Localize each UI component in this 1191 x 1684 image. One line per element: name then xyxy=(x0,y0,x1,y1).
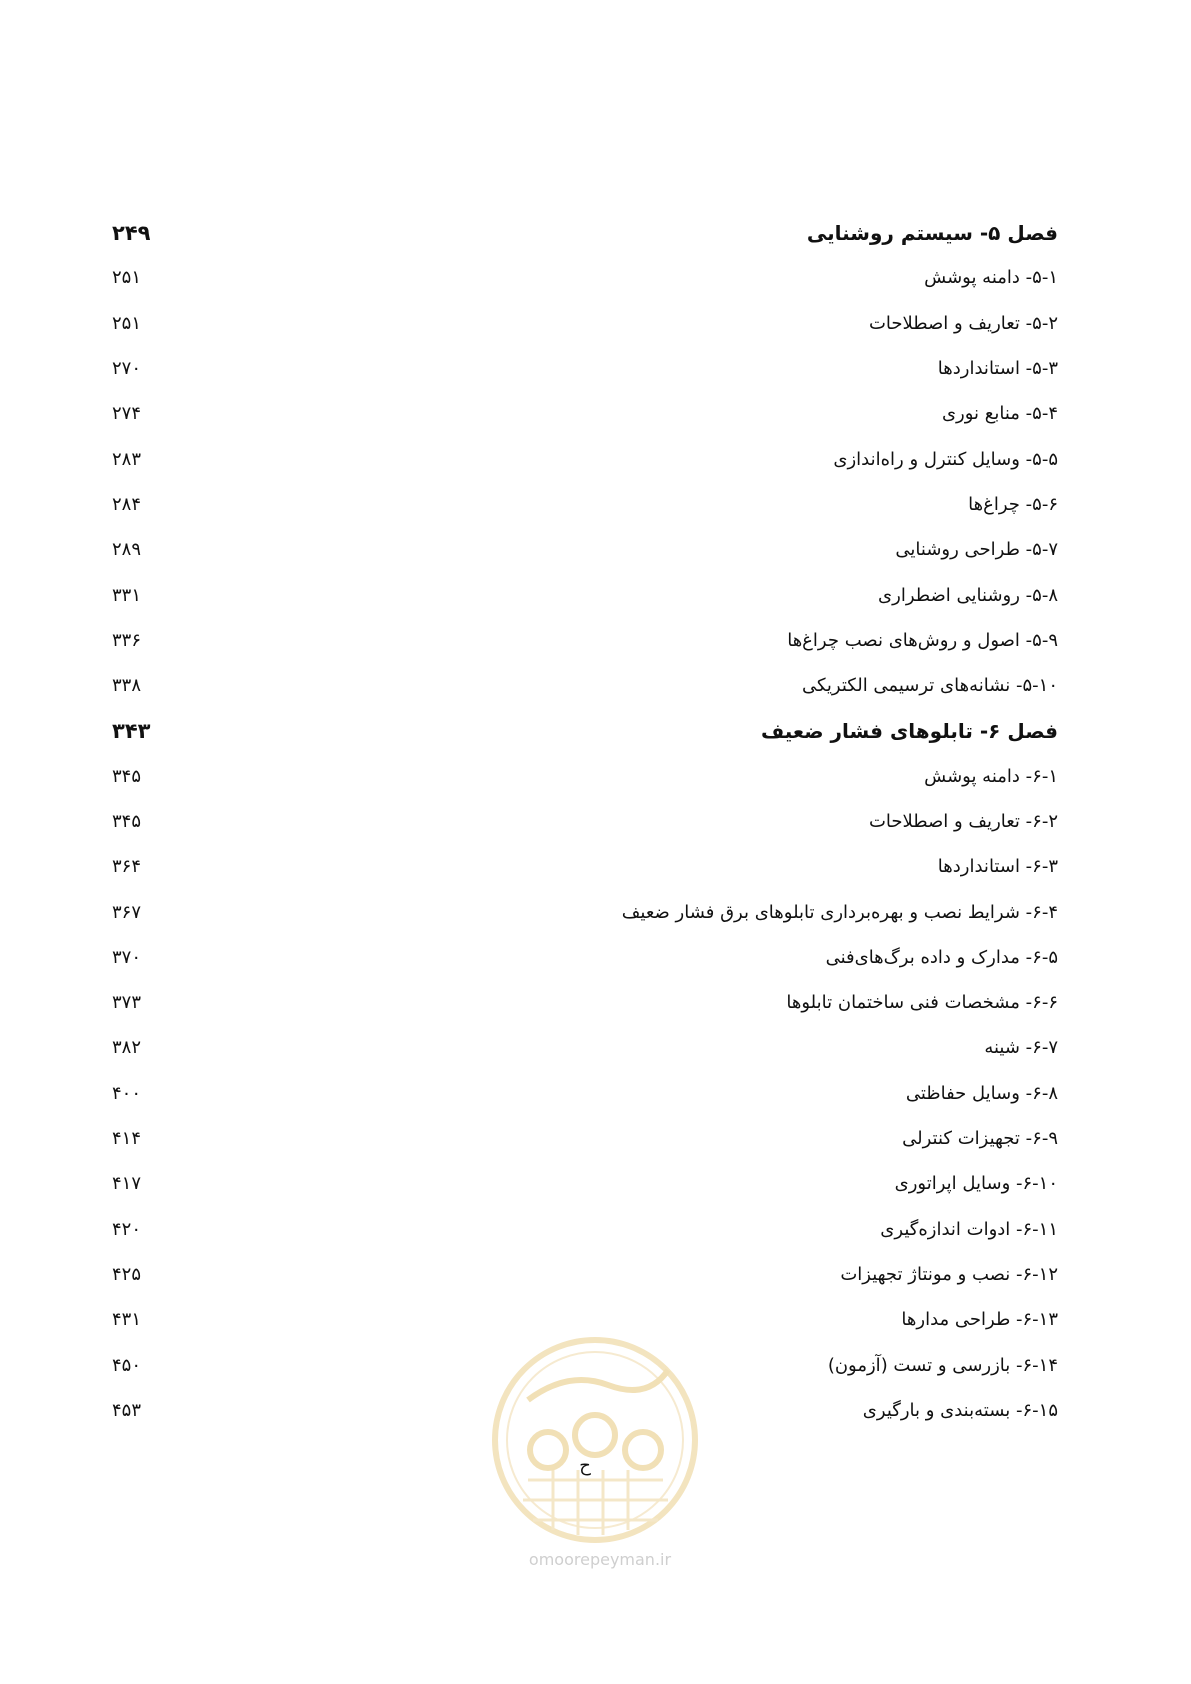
toc-entry-page: ۲۷۰ xyxy=(112,358,142,380)
toc-entry-title: ۵-۱۰- نشانه‌های ترسیمی الکتریکی xyxy=(801,675,1058,697)
toc-chapter-row xyxy=(112,708,1058,753)
toc-entry-title: ۶-۴- شرایط نصب و بهره‌برداری تابلوهای برق فشار ضعیف xyxy=(621,901,1058,923)
toc-entry-page: ۲۷۴ xyxy=(112,403,142,425)
toc-entry-page: ۲۸۴ xyxy=(112,493,142,515)
toc-entry-page: ۴۲۵ xyxy=(112,1263,142,1285)
toc-entry-page: ۲۵۱ xyxy=(112,312,142,334)
toc-entry-title: فصل ۵- سیستم روشنایی xyxy=(806,220,1058,245)
toc-entry-title: ۵-۷- طراحی روشنایی xyxy=(895,539,1058,561)
toc-entry-page: ۴۵۰ xyxy=(112,1354,142,1376)
toc-entry-title: ۵-۲- تعاریف و اصطلاحات xyxy=(868,312,1058,334)
toc-entry-title: ۶-۲- تعاریف و اصطلاحات xyxy=(868,811,1058,832)
toc-entry-page: ۴۱۷ xyxy=(112,1173,142,1195)
toc-entry-page: ۳۳۱ xyxy=(112,584,142,606)
toc-entry-page: ۳۳۸ xyxy=(112,675,142,697)
toc-section-row xyxy=(112,1161,1058,1206)
page-folio: ح xyxy=(579,1455,591,1476)
toc-entry-title: ۵-۳- استانداردها xyxy=(937,358,1058,380)
toc-entry-title: ۵-۱- دامنه پوشش xyxy=(924,267,1058,289)
toc-entry-page: ۳۶۷ xyxy=(112,901,142,923)
toc-section-row xyxy=(112,1252,1058,1297)
toc-section-row xyxy=(112,255,1058,300)
toc-chapter-row xyxy=(112,210,1058,255)
toc-entry-title: ۶-۶- مشخصات فنی ساختمان تابلوها xyxy=(786,992,1058,1014)
toc-entry-title: ۶-۳- استانداردها xyxy=(937,856,1058,878)
toc-entry-title: ۶-۱۳- طراحی مدارها xyxy=(901,1309,1058,1331)
toc-entry-page: ۲۸۳ xyxy=(112,448,142,470)
toc-section-row xyxy=(112,618,1058,663)
toc-entry-title: ۵-۶- چراغ‌ها xyxy=(968,493,1058,515)
toc-section-row xyxy=(112,1207,1058,1252)
watermark-url: omoorepeyman.ir xyxy=(528,1550,672,1569)
toc-entry-title: ۶-۷- شینه xyxy=(984,1037,1058,1059)
toc-entry-title: ۶-۱۴- بازرسی و تست (آزمون) xyxy=(827,1354,1058,1376)
toc-section-row xyxy=(112,436,1058,481)
toc-section-row xyxy=(112,663,1058,708)
watermark-logo-icon xyxy=(488,1330,703,1550)
toc-section-row xyxy=(112,980,1058,1025)
toc-section-row xyxy=(112,391,1058,436)
toc-entry-title: ۶-۱۲- نصب و مونتاژ تجهیزات xyxy=(840,1263,1058,1285)
toc-entry-title: ۶-۱۰- وسایل اپراتوری xyxy=(894,1173,1058,1195)
toc-entry-page: ۴۵۳ xyxy=(112,1399,142,1421)
toc-section-row xyxy=(112,754,1058,799)
toc-section-row xyxy=(112,572,1058,617)
toc-entry-page: ۳۴۵ xyxy=(112,765,142,787)
toc-entry-page: ۳۴۳ xyxy=(112,718,151,743)
table-of-contents xyxy=(112,210,1058,1433)
toc-section-row xyxy=(112,889,1058,934)
toc-entry-page: ۲۵۱ xyxy=(112,267,142,289)
toc-entry-title: ۶-۸- وسایل حفاظتی xyxy=(905,1082,1058,1104)
toc-entry-title: ۵-۴- منابع نوری xyxy=(941,403,1058,425)
toc-section-row xyxy=(112,1071,1058,1116)
toc-entry-page: ۳۳۶ xyxy=(112,629,142,651)
toc-entry-title: فصل ۶- تابلوهای فشار ضعیف xyxy=(760,718,1058,743)
toc-entry-title: ۶-۱۵- بسته‌بندی و بارگیری xyxy=(862,1399,1058,1421)
toc-entry-title: ۶-۱- دامنه پوشش xyxy=(924,765,1058,787)
toc-entry-page: ۴۲۰ xyxy=(112,1218,142,1240)
toc-section-row xyxy=(112,1025,1058,1070)
toc-entry-title: ۶-۵- مدارک و داده برگ‌های‌فنی xyxy=(825,946,1058,968)
toc-section-row xyxy=(112,935,1058,980)
toc-section-row xyxy=(112,1116,1058,1161)
toc-section-row xyxy=(112,527,1058,572)
toc-entry-page: ۳۶۴ xyxy=(112,856,142,878)
toc-entry-title: ۵-۵- وسایل کنترل و راه‌اندازی xyxy=(833,448,1058,470)
toc-entry-title: ۶-۱۱- ادوات اندازه‌گیری xyxy=(880,1218,1058,1240)
toc-entry-page: ۳۷۳ xyxy=(112,992,142,1014)
toc-section-row xyxy=(112,482,1058,527)
toc-entry-page: ۴۳۱ xyxy=(112,1309,142,1331)
toc-entry-page: ۴۰۰ xyxy=(112,1082,142,1104)
toc-entry-title: ۶-۹- تجهیزات کنترلی xyxy=(902,1128,1058,1150)
toc-section-row xyxy=(112,799,1058,844)
toc-entry-page: ۳۸۲ xyxy=(112,1037,142,1059)
toc-entry-page: ۳۴۵ xyxy=(112,811,142,832)
toc-entry-page: ۴۱۴ xyxy=(112,1128,142,1150)
toc-section-row xyxy=(112,346,1058,391)
toc-entry-page: ۳۷۰ xyxy=(112,946,142,968)
toc-entry-title: ۵-۹- اصول و روش‌های نصب چراغ‌ها xyxy=(787,629,1058,651)
toc-entry-title: ۵-۸- روشنایی اضطراری xyxy=(878,584,1058,606)
toc-section-row xyxy=(112,844,1058,889)
toc-entry-page: ۲۴۹ xyxy=(112,220,151,245)
toc-entry-page: ۲۸۹ xyxy=(112,539,142,561)
toc-section-row xyxy=(112,301,1058,346)
